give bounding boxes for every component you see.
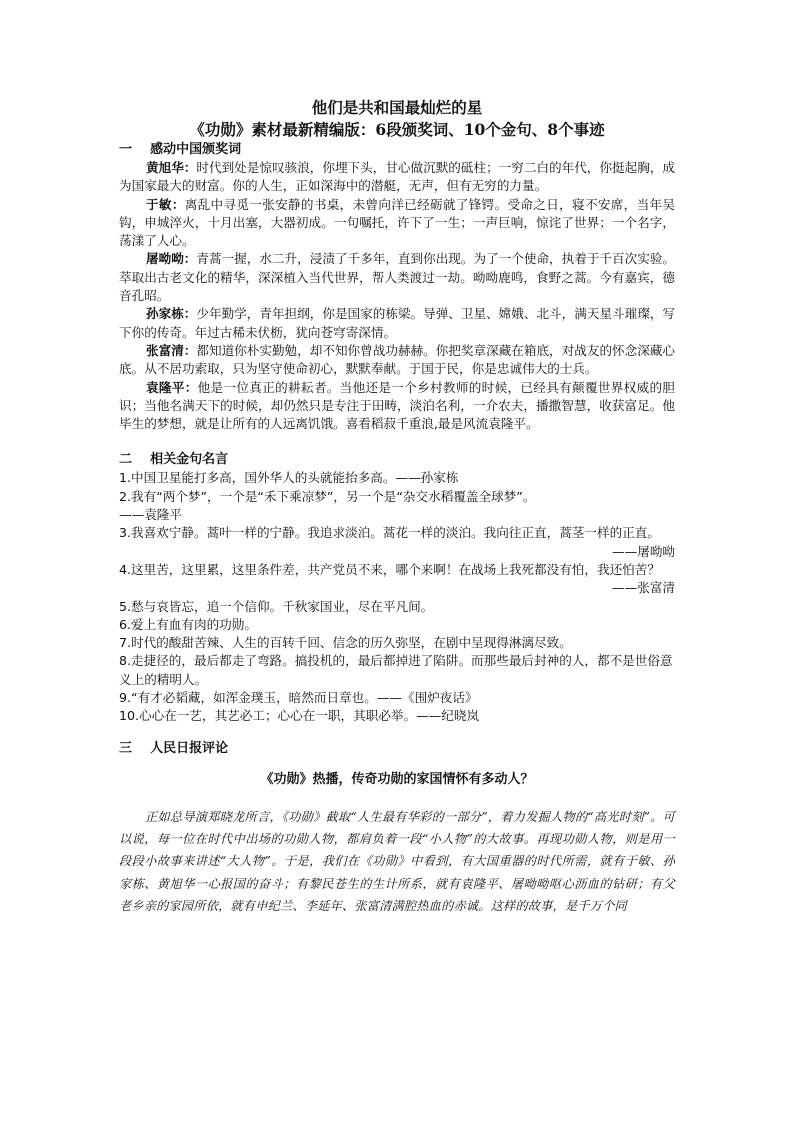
award-name: 孙家栋： bbox=[146, 306, 197, 322]
award-text: 他是一位真正的耕耘者。当他还是一个乡村教师的时候，已经具有颠覆世界权威的胆识；当他名满天下的时候，却仍然只是专注于田畴，淡泊名利，一介农夫，播撒智慧，收获富足。他毕生的梦想，就是让所有的人远离饥饿。喜看稻菽千重浪,最是风流袁隆平。 bbox=[119, 379, 675, 432]
award-item bbox=[119, 305, 675, 342]
award-name: 张富清： bbox=[146, 342, 197, 358]
quote-source: ——袁隆平 bbox=[119, 507, 182, 523]
quote-source: ——屠呦呦 bbox=[612, 543, 675, 559]
article-title: 《功勋》热播，传奇功勋的家国情怀有多动人？ bbox=[260, 771, 534, 787]
quote-line: 1.中国卫星能打多高，国外华人的头就能抬多高。——孙家栋 bbox=[119, 470, 459, 486]
award-text: 少年勤学，青年担纲，你是国家的栋梁。导弹、卫星、嫦娥、北斗，满天星斗璀璨，写下你的传奇。年过古稀未伏枥，犹向苍穹寄深情。 bbox=[119, 306, 676, 340]
award-item bbox=[119, 379, 675, 434]
award-text: 离乱中寻觅一张安静的书桌，未曾向洋已经砺就了锋锷。受命之日，寝不安席，当年吴钩，申城淬火，十月出塞，大器初成。一句嘱托，许下了一生；一声巨响，惊诧了世界；一个名字，荡漾了人心。 bbox=[119, 196, 676, 249]
quote-line: 9.“有才必韬藏，如浑金璞玉，暗然而日章也。——《围炉夜话》 bbox=[119, 690, 478, 706]
quote-line: 3.我喜欢宁静。蒿叶一样的宁静。我追求淡泊。蒿花一样的淡泊。我向往正直，蒿茎一样的正直。 bbox=[119, 525, 660, 541]
document-title: 他们是共和国最灿烂的星 bbox=[311, 98, 483, 117]
award-item bbox=[119, 342, 675, 379]
award-name: 于敏： bbox=[146, 196, 185, 212]
document-subtitle: 《功勋》素材最新精编版：6段颁奖词、10个金句、8个事迹 bbox=[189, 120, 605, 139]
section1-heading: 一 感动中国颁奖词 bbox=[119, 142, 242, 157]
quote-line: 6.爱上有血有肉的功勋。 bbox=[119, 616, 257, 632]
award-name: 黄旭华： bbox=[146, 160, 197, 175]
quote-line: 8.走捷径的，最后都走了弯路。搞投机的，最后都掉进了陷阱。而那些最后封神的人，都不是世俗意义上的精明人。 bbox=[119, 653, 673, 687]
quote-line: 7.时代的酸甜苦辣、人生的百转千回、信念的历久弥坚，在剧中呈现得淋漓尽致。 bbox=[119, 635, 572, 651]
section2-heading: 二 相关金句名言 bbox=[119, 452, 229, 468]
award-speeches bbox=[119, 159, 675, 433]
quote-line: 5.愁与哀皆忘，追一个信仰。千秋家国业，尽在平凡间。 bbox=[119, 598, 434, 614]
document-content bbox=[119, 97, 675, 917]
award-item bbox=[119, 159, 675, 196]
quote-line: 2.我有“两个梦”，一个是“禾下乘凉梦”，另一个是“杂交水稻覆盖全球梦”。 bbox=[119, 488, 536, 504]
award-text: 时代到处是惊叹骇浪，你埋下头，甘心做沉默的砥柱；一穷二白的年代，你挺起胸，成为国家最大的财富。你的人生，正如深海中的潜艇，无声，但有无穷的力量。 bbox=[119, 160, 676, 194]
quote-line: 10.心心在一艺，其艺必工；心心在一职，其职必举。——纪晓岚 bbox=[119, 708, 480, 724]
article-body: 正如总导演郑晓龙所言，《功勋》截取“人生最有华彩的一部分”，着力发掘人物的“高光时刻”。可以说，每一位在时代中出场的功勋人物，都肩负着一段“小人物”的大故事。再现功勋人物，则是用一段段小故事来讲述“大人物”。于是，我们在《功勋》中看到，有大国重器的时代所需，就有于敏、孙家栋、黄旭华一心报国的奋斗；有黎民苍生的生计所系，就有袁隆平、屠呦呦呕心沥血的钻研；有父老乡亲的家园所依，就有申纪兰、李延年、张富清满腔热血的赤诚。这样的故事，是千万个同 bbox=[119, 809, 675, 913]
quote-list bbox=[119, 469, 675, 725]
award-text: 都知道你朴实勤勉，却不知你曾战功赫赫。你把奖章深藏在箱底，对战友的怀念深藏心底。从不居功索取，只为坚守使命初心，默默奉献。于国于民，你是忠诚伟大的士兵。 bbox=[119, 342, 676, 377]
award-name: 袁隆平： bbox=[146, 379, 198, 395]
quote-line: 4.这里苦，这里累，这里条件差，共产党员不来，哪个来啊！在战场上我死都没有怕，我还怕苦？ bbox=[119, 561, 660, 577]
quote-source: ——张富清 bbox=[612, 580, 675, 596]
section3-heading: 三 人民日报评论 bbox=[119, 740, 229, 756]
award-item bbox=[119, 250, 675, 305]
award-name: 屠呦呦： bbox=[146, 251, 197, 267]
award-item bbox=[119, 196, 675, 251]
award-text: 青蒿一握，水二升，浸渍了千多年，直到你出现。为了一个使命，执着于千百次实验。萃取出古老文化的精华，深深植入当代世界，帮人类渡过一劫。呦呦鹿鸣，食野之蒿。今有嘉宾，德音孔昭。 bbox=[119, 251, 676, 304]
